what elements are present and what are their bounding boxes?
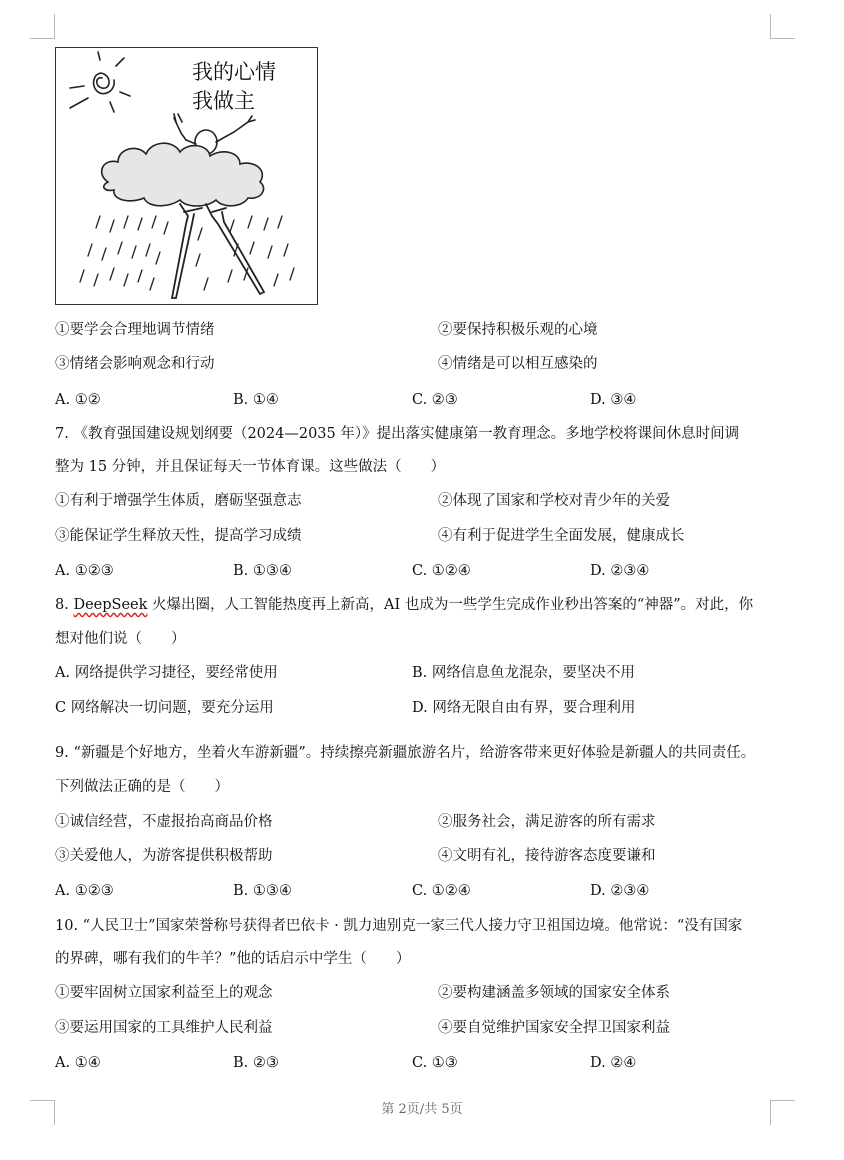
q9-option-b[interactable]: B. ①③④	[233, 883, 292, 899]
cartoon-figure	[55, 47, 318, 305]
q6-statement-2: ②要保持积极乐观的心境	[438, 322, 598, 338]
cartoon-illustration	[56, 48, 317, 304]
q8-stem-line1	[55, 595, 753, 615]
q8-stem-deepseek: DeepSeek	[73, 597, 148, 613]
q10-statement-3: ③要运用国家的工具维护人民利益	[55, 1020, 273, 1036]
page-footer: 第 2页/共 5页	[381, 1102, 463, 1117]
q10-stem-line2: 的界碑，哪有我们的牛羊？”他的话启示中学生（ ）	[55, 951, 411, 967]
q6-option-b[interactable]: B. ①④	[233, 392, 279, 408]
figure-caption	[192, 58, 276, 116]
q10-option-d[interactable]: D. ②④	[590, 1055, 637, 1071]
q7-option-d[interactable]: D. ②③④	[590, 563, 650, 579]
q6-option-a[interactable]: A. ①②	[55, 392, 101, 408]
q10-option-c[interactable]: C. ①③	[412, 1055, 458, 1071]
q10-statement-1: ①要牢固树立国家利益至上的观念	[55, 985, 273, 1001]
q7-statement-4: ④有利于促进学生全面发展，健康成长	[438, 528, 685, 544]
q8-stem-prefix: 8.	[55, 597, 74, 613]
q7-option-a[interactable]: A. ①②③	[55, 563, 114, 579]
q8-option-a[interactable]: A. 网络提供学习捷径，要经常使用	[55, 665, 278, 681]
q10-option-a[interactable]: A. ①④	[55, 1055, 101, 1071]
q6-statement-1: ①要学会合理地调节情绪	[55, 322, 215, 338]
crop-mark-top-right	[770, 14, 795, 39]
q9-statement-1: ①诚信经营，不虚报抬高商品价格	[55, 814, 273, 830]
cloud-icon	[102, 143, 264, 206]
q10-statement-2: ②要构建涵盖多领域的国家安全体系	[438, 985, 670, 1001]
q8-option-c[interactable]: C 网络解决一切问题，要充分运用	[55, 700, 274, 716]
sun-icon	[70, 52, 130, 112]
q7-option-b[interactable]: B. ①③④	[233, 563, 292, 579]
q9-stem-line1: 9. “新疆是个好地方，坐着火车游新疆”。持续擦亮新疆旅游名片，给游客带来更好体验是新疆人的共同责任。	[55, 745, 756, 761]
q7-option-c[interactable]: C. ①②④	[412, 563, 471, 579]
q6-statement-4: ④情绪是可以相互感染的	[438, 356, 598, 372]
q9-stem-line2: 下列做法正确的是（ ）	[55, 779, 229, 795]
figure-caption-line1: 我的心情	[192, 60, 276, 84]
q10-stem-line1: 10. “人民卫士”国家荣誉称号获得者巴依卡 · 凯力迪别克一家三代人接力守卫祖国边境。他常说：“没有国家	[55, 918, 743, 934]
q7-statement-3: ③能保证学生释放天性，提高学习成绩	[55, 528, 302, 544]
q9-statement-4: ④文明有礼，接待游客态度要谦和	[438, 848, 656, 864]
q7-stem-line2: 整为 15 分钟，并且保证每天一节体育课。这些做法（ ）	[55, 459, 446, 475]
q6-statement-3: ③情绪会影响观念和行动	[55, 356, 215, 372]
q8-stem-line2: 想对他们说（ ）	[55, 631, 186, 647]
stilts-icon	[172, 204, 264, 298]
figure-caption-line2: 我做主	[192, 89, 255, 113]
q8-option-d[interactable]: D. 网络无限自由有界，要合理利用	[412, 700, 636, 716]
q9-statement-3: ③关爱他人，为游客提供积极帮助	[55, 848, 273, 864]
crop-mark-top-left	[30, 14, 55, 39]
q8-option-b[interactable]: B. 网络信息鱼龙混杂，要坚决不用	[412, 665, 635, 681]
q9-statement-2: ②服务社会，满足游客的所有需求	[438, 814, 656, 830]
rain-icon	[80, 216, 294, 290]
q7-statement-2: ②体现了国家和学校对青少年的关爱	[438, 493, 670, 509]
q7-stem-line1: 7. 《教育强国建设规划纲要（2024—2035 年）》提出落实健康第一教育理念。多地学校将课间休息时间调	[55, 426, 740, 442]
q9-option-d[interactable]: D. ②③④	[590, 883, 650, 899]
q9-option-a[interactable]: A. ①②③	[55, 883, 114, 899]
q9-option-c[interactable]: C. ①②④	[412, 883, 471, 899]
q6-option-c[interactable]: C. ②③	[412, 392, 458, 408]
q6-option-d[interactable]: D. ③④	[590, 392, 637, 408]
q8-stem-rest: 火爆出圈，人工智能热度再上新高，AI 也成为一些学生完成作业秒出答案的“神器”。对此，你	[147, 597, 754, 613]
q10-statement-4: ④要自觉维护国家安全捍卫国家利益	[438, 1020, 670, 1036]
q10-option-b[interactable]: B. ②③	[233, 1055, 279, 1071]
q7-statement-1: ①有利于增强学生体质，磨砺坚强意志	[55, 493, 302, 509]
